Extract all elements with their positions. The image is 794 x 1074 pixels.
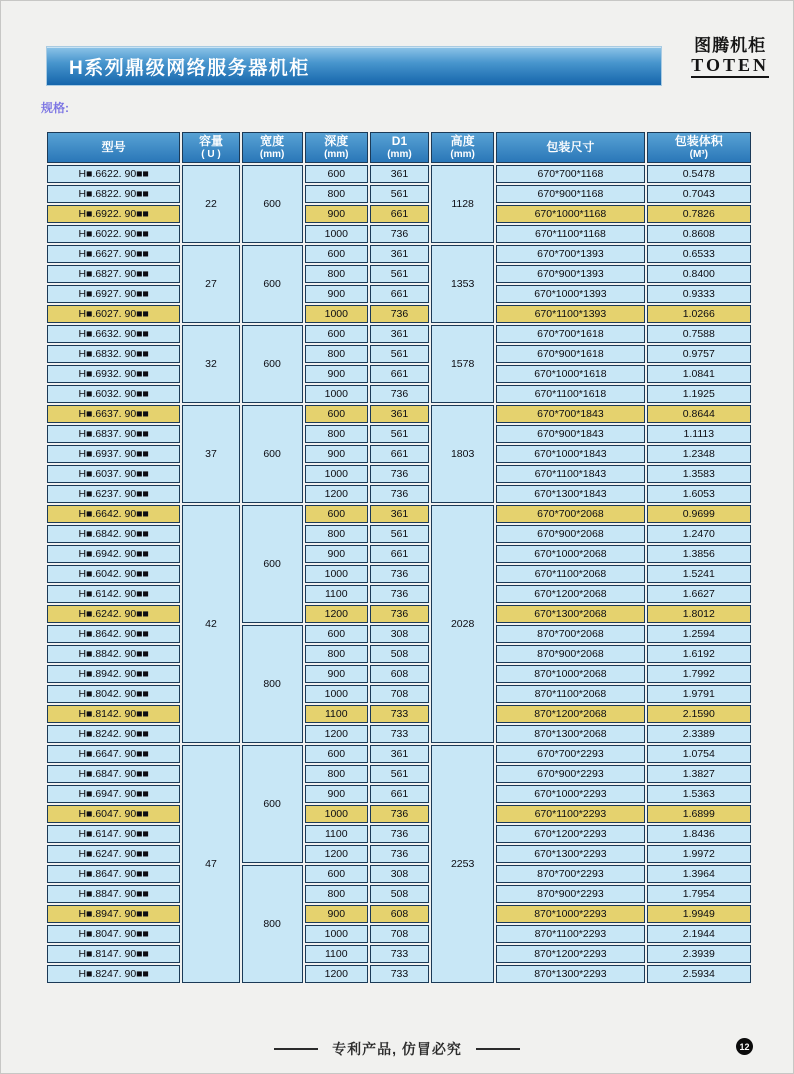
height-cell: 1128 bbox=[431, 165, 494, 243]
package-size-cell: 670*1100*2293 bbox=[496, 805, 644, 823]
package-volume-cell: 2.3389 bbox=[647, 725, 751, 743]
d1-cell: 736 bbox=[370, 385, 429, 403]
model-cell: H■.8847. 90■■ bbox=[47, 885, 180, 903]
model-cell: H■.8947. 90■■ bbox=[47, 905, 180, 923]
package-size-cell: 670*1100*1843 bbox=[496, 465, 644, 483]
spec-table-body bbox=[47, 165, 751, 983]
page-number-badge: 12 bbox=[736, 1038, 753, 1055]
depth-cell: 800 bbox=[305, 265, 368, 283]
model-cell: H■.6622. 90■■ bbox=[47, 165, 180, 183]
d1-cell: 361 bbox=[370, 405, 429, 423]
d1-cell: 308 bbox=[370, 865, 429, 883]
depth-cell: 800 bbox=[305, 765, 368, 783]
table-row bbox=[47, 285, 751, 303]
package-volume-cell: 1.6899 bbox=[647, 805, 751, 823]
capacity-cell: 37 bbox=[182, 405, 239, 503]
depth-cell: 900 bbox=[305, 545, 368, 563]
package-volume-cell: 0.6533 bbox=[647, 245, 751, 263]
package-volume-cell: 1.7992 bbox=[647, 665, 751, 683]
d1-cell: 361 bbox=[370, 505, 429, 523]
table-row bbox=[47, 825, 751, 843]
d1-cell: 661 bbox=[370, 445, 429, 463]
table-row bbox=[47, 945, 751, 963]
depth-cell: 800 bbox=[305, 425, 368, 443]
package-size-cell: 670*1000*2293 bbox=[496, 785, 644, 803]
model-cell: H■.8047. 90■■ bbox=[47, 925, 180, 943]
depth-cell: 600 bbox=[305, 165, 368, 183]
model-cell: H■.6142. 90■■ bbox=[47, 585, 180, 603]
package-size-cell: 670*1200*2293 bbox=[496, 825, 644, 843]
model-cell: H■.6032. 90■■ bbox=[47, 385, 180, 403]
package-size-cell: 670*900*1618 bbox=[496, 345, 644, 363]
package-size-cell: 670*1100*2068 bbox=[496, 565, 644, 583]
logo-english-text: TOTEN bbox=[691, 56, 769, 79]
column-header-2: 宽度 (mm) bbox=[242, 132, 303, 163]
model-cell: H■.6242. 90■■ bbox=[47, 605, 180, 623]
package-size-cell: 670*1200*2068 bbox=[496, 585, 644, 603]
table-row bbox=[47, 665, 751, 683]
depth-cell: 1000 bbox=[305, 305, 368, 323]
d1-cell: 733 bbox=[370, 725, 429, 743]
model-cell: H■.6642. 90■■ bbox=[47, 505, 180, 523]
package-size-cell: 670*700*2293 bbox=[496, 745, 644, 763]
d1-cell: 608 bbox=[370, 905, 429, 923]
package-size-cell: 670*1000*1843 bbox=[496, 445, 644, 463]
package-volume-cell: 2.5934 bbox=[647, 965, 751, 983]
footer-slogan: 专利产品, 仿冒必究 bbox=[332, 1041, 462, 1057]
package-volume-cell: 0.7588 bbox=[647, 325, 751, 343]
depth-cell: 1100 bbox=[305, 705, 368, 723]
table-row bbox=[47, 325, 751, 343]
model-cell: H■.6042. 90■■ bbox=[47, 565, 180, 583]
depth-cell: 600 bbox=[305, 505, 368, 523]
depth-cell: 800 bbox=[305, 525, 368, 543]
width-cell: 600 bbox=[242, 325, 303, 403]
package-volume-cell: 0.9757 bbox=[647, 345, 751, 363]
height-cell: 1803 bbox=[431, 405, 494, 503]
model-cell: H■.6647. 90■■ bbox=[47, 745, 180, 763]
d1-cell: 661 bbox=[370, 205, 429, 223]
capacity-cell: 32 bbox=[182, 325, 239, 403]
depth-cell: 1100 bbox=[305, 945, 368, 963]
table-row bbox=[47, 705, 751, 723]
d1-cell: 708 bbox=[370, 925, 429, 943]
height-cell: 1578 bbox=[431, 325, 494, 403]
logo-chinese-text: 图腾机柜 bbox=[694, 36, 767, 55]
depth-cell: 1100 bbox=[305, 825, 368, 843]
depth-cell: 900 bbox=[305, 205, 368, 223]
page-title: H系列鼎级网络服务器机柜 bbox=[69, 57, 310, 79]
depth-cell: 900 bbox=[305, 785, 368, 803]
model-cell: H■.6842. 90■■ bbox=[47, 525, 180, 543]
model-cell: H■.6637. 90■■ bbox=[47, 405, 180, 423]
package-volume-cell: 1.6192 bbox=[647, 645, 751, 663]
package-size-cell: 670*900*2293 bbox=[496, 765, 644, 783]
depth-cell: 1200 bbox=[305, 845, 368, 863]
package-volume-cell: 0.8400 bbox=[647, 265, 751, 283]
model-cell: H■.6037. 90■■ bbox=[47, 465, 180, 483]
model-cell: H■.6922. 90■■ bbox=[47, 205, 180, 223]
table-row bbox=[47, 345, 751, 363]
model-cell: H■.8942. 90■■ bbox=[47, 665, 180, 683]
package-volume-cell: 1.9972 bbox=[647, 845, 751, 863]
package-volume-cell: 1.8012 bbox=[647, 605, 751, 623]
package-volume-cell: 2.1590 bbox=[647, 705, 751, 723]
page-title-bar bbox=[46, 46, 662, 86]
model-cell: H■.6937. 90■■ bbox=[47, 445, 180, 463]
depth-cell: 1000 bbox=[305, 565, 368, 583]
depth-cell: 600 bbox=[305, 245, 368, 263]
package-volume-cell: 1.3827 bbox=[647, 765, 751, 783]
d1-cell: 508 bbox=[370, 885, 429, 903]
package-volume-cell: 1.8436 bbox=[647, 825, 751, 843]
column-header-4: D1 (mm) bbox=[370, 132, 429, 163]
d1-cell: 361 bbox=[370, 245, 429, 263]
column-header-1: 容量 ( U ) bbox=[182, 132, 239, 163]
package-size-cell: 670*700*2068 bbox=[496, 505, 644, 523]
model-cell: H■.6147. 90■■ bbox=[47, 825, 180, 843]
d1-cell: 361 bbox=[370, 325, 429, 343]
package-size-cell: 670*1000*1168 bbox=[496, 205, 644, 223]
model-cell: H■.6047. 90■■ bbox=[47, 805, 180, 823]
spec-table bbox=[45, 130, 753, 985]
d1-cell: 308 bbox=[370, 625, 429, 643]
package-volume-cell: 1.3856 bbox=[647, 545, 751, 563]
package-size-cell: 870*1300*2293 bbox=[496, 965, 644, 983]
package-volume-cell: 0.8608 bbox=[647, 225, 751, 243]
depth-cell: 900 bbox=[305, 665, 368, 683]
model-cell: H■.6942. 90■■ bbox=[47, 545, 180, 563]
depth-cell: 900 bbox=[305, 285, 368, 303]
depth-cell: 600 bbox=[305, 625, 368, 643]
package-volume-cell: 1.2470 bbox=[647, 525, 751, 543]
d1-cell: 736 bbox=[370, 825, 429, 843]
table-row bbox=[47, 265, 751, 283]
package-size-cell: 870*900*2068 bbox=[496, 645, 644, 663]
package-volume-cell: 1.3583 bbox=[647, 465, 751, 483]
model-cell: H■.6927. 90■■ bbox=[47, 285, 180, 303]
d1-cell: 736 bbox=[370, 305, 429, 323]
package-size-cell: 870*1100*2068 bbox=[496, 685, 644, 703]
model-cell: H■.6822. 90■■ bbox=[47, 185, 180, 203]
table-row bbox=[47, 905, 751, 923]
d1-cell: 561 bbox=[370, 765, 429, 783]
depth-cell: 1000 bbox=[305, 805, 368, 823]
width-cell: 600 bbox=[242, 405, 303, 503]
table-row bbox=[47, 725, 751, 743]
package-volume-cell: 1.0841 bbox=[647, 365, 751, 383]
table-row bbox=[47, 225, 751, 243]
package-size-cell: 670*1100*1168 bbox=[496, 225, 644, 243]
package-size-cell: 870*700*2068 bbox=[496, 625, 644, 643]
depth-cell: 600 bbox=[305, 745, 368, 763]
package-volume-cell: 2.3939 bbox=[647, 945, 751, 963]
table-row bbox=[47, 165, 751, 183]
table-row bbox=[47, 365, 751, 383]
capacity-cell: 42 bbox=[182, 505, 239, 743]
d1-cell: 561 bbox=[370, 345, 429, 363]
table-row bbox=[47, 965, 751, 983]
model-cell: H■.6832. 90■■ bbox=[47, 345, 180, 363]
table-row bbox=[47, 925, 751, 943]
d1-cell: 661 bbox=[370, 365, 429, 383]
package-size-cell: 670*1300*1843 bbox=[496, 485, 644, 503]
model-cell: H■.6627. 90■■ bbox=[47, 245, 180, 263]
table-row bbox=[47, 245, 751, 263]
package-volume-cell: 1.9949 bbox=[647, 905, 751, 923]
d1-cell: 508 bbox=[370, 645, 429, 663]
model-cell: H■.6847. 90■■ bbox=[47, 765, 180, 783]
table-row bbox=[47, 445, 751, 463]
model-cell: H■.8042. 90■■ bbox=[47, 685, 180, 703]
d1-cell: 561 bbox=[370, 425, 429, 443]
table-row bbox=[47, 505, 751, 523]
depth-cell: 1000 bbox=[305, 385, 368, 403]
package-volume-cell: 1.1113 bbox=[647, 425, 751, 443]
model-cell: H■.8242. 90■■ bbox=[47, 725, 180, 743]
table-row bbox=[47, 765, 751, 783]
toten-logo bbox=[691, 37, 769, 78]
d1-cell: 733 bbox=[370, 965, 429, 983]
package-volume-cell: 0.7826 bbox=[647, 205, 751, 223]
model-cell: H■.6022. 90■■ bbox=[47, 225, 180, 243]
capacity-cell: 27 bbox=[182, 245, 239, 323]
model-cell: H■.8147. 90■■ bbox=[47, 945, 180, 963]
footer-left-dash bbox=[274, 1048, 318, 1050]
table-row bbox=[47, 885, 751, 903]
depth-cell: 800 bbox=[305, 645, 368, 663]
d1-cell: 733 bbox=[370, 705, 429, 723]
table-row bbox=[47, 525, 751, 543]
table-row bbox=[47, 585, 751, 603]
package-volume-cell: 0.9699 bbox=[647, 505, 751, 523]
table-row bbox=[47, 185, 751, 203]
height-cell: 2028 bbox=[431, 505, 494, 743]
column-header-6: 包装尺寸 bbox=[496, 132, 644, 163]
width-cell: 600 bbox=[242, 245, 303, 323]
d1-cell: 361 bbox=[370, 745, 429, 763]
table-row bbox=[47, 805, 751, 823]
d1-cell: 661 bbox=[370, 285, 429, 303]
package-size-cell: 670*900*1168 bbox=[496, 185, 644, 203]
table-row bbox=[47, 645, 751, 663]
d1-cell: 736 bbox=[370, 605, 429, 623]
depth-cell: 800 bbox=[305, 885, 368, 903]
depth-cell: 1200 bbox=[305, 485, 368, 503]
depth-cell: 1200 bbox=[305, 605, 368, 623]
table-row bbox=[47, 205, 751, 223]
d1-cell: 736 bbox=[370, 485, 429, 503]
table-row bbox=[47, 405, 751, 423]
column-header-5: 高度 (mm) bbox=[431, 132, 494, 163]
model-cell: H■.6947. 90■■ bbox=[47, 785, 180, 803]
table-row bbox=[47, 425, 751, 443]
d1-cell: 661 bbox=[370, 545, 429, 563]
package-size-cell: 670*900*2068 bbox=[496, 525, 644, 543]
table-row bbox=[47, 545, 751, 563]
height-cell: 1353 bbox=[431, 245, 494, 323]
package-size-cell: 670*1000*1618 bbox=[496, 365, 644, 383]
package-volume-cell: 1.6053 bbox=[647, 485, 751, 503]
d1-cell: 608 bbox=[370, 665, 429, 683]
model-cell: H■.8647. 90■■ bbox=[47, 865, 180, 883]
depth-cell: 1200 bbox=[305, 965, 368, 983]
package-volume-cell: 1.0266 bbox=[647, 305, 751, 323]
package-size-cell: 870*1100*2293 bbox=[496, 925, 644, 943]
package-size-cell: 670*900*1843 bbox=[496, 425, 644, 443]
depth-cell: 1000 bbox=[305, 685, 368, 703]
depth-cell: 1000 bbox=[305, 465, 368, 483]
package-volume-cell: 1.6627 bbox=[647, 585, 751, 603]
package-size-cell: 670*900*1393 bbox=[496, 265, 644, 283]
package-volume-cell: 2.1944 bbox=[647, 925, 751, 943]
package-volume-cell: 0.5478 bbox=[647, 165, 751, 183]
depth-cell: 800 bbox=[305, 345, 368, 363]
package-size-cell: 670*1100*1618 bbox=[496, 385, 644, 403]
table-row bbox=[47, 565, 751, 583]
d1-cell: 708 bbox=[370, 685, 429, 703]
model-cell: H■.6237. 90■■ bbox=[47, 485, 180, 503]
capacity-cell: 22 bbox=[182, 165, 239, 243]
model-cell: H■.6932. 90■■ bbox=[47, 365, 180, 383]
d1-cell: 736 bbox=[370, 465, 429, 483]
d1-cell: 733 bbox=[370, 945, 429, 963]
package-volume-cell: 1.3964 bbox=[647, 865, 751, 883]
model-cell: H■.6827. 90■■ bbox=[47, 265, 180, 283]
table-row bbox=[47, 625, 751, 643]
package-size-cell: 870*700*2293 bbox=[496, 865, 644, 883]
package-size-cell: 670*700*1168 bbox=[496, 165, 644, 183]
package-size-cell: 670*1000*2068 bbox=[496, 545, 644, 563]
d1-cell: 561 bbox=[370, 525, 429, 543]
table-row bbox=[47, 465, 751, 483]
table-row bbox=[47, 845, 751, 863]
package-volume-cell: 1.9791 bbox=[647, 685, 751, 703]
width-cell: 600 bbox=[242, 745, 303, 863]
depth-cell: 1200 bbox=[305, 725, 368, 743]
depth-cell: 600 bbox=[305, 325, 368, 343]
model-cell: H■.8842. 90■■ bbox=[47, 645, 180, 663]
depth-cell: 600 bbox=[305, 405, 368, 423]
model-cell: H■.6632. 90■■ bbox=[47, 325, 180, 343]
d1-cell: 561 bbox=[370, 265, 429, 283]
model-cell: H■.6837. 90■■ bbox=[47, 425, 180, 443]
page-footer bbox=[1, 1039, 793, 1059]
d1-cell: 661 bbox=[370, 785, 429, 803]
depth-cell: 900 bbox=[305, 905, 368, 923]
column-header-0: 型号 bbox=[47, 132, 180, 163]
package-volume-cell: 1.2348 bbox=[647, 445, 751, 463]
package-size-cell: 870*1200*2068 bbox=[496, 705, 644, 723]
table-row bbox=[47, 385, 751, 403]
package-volume-cell: 0.8644 bbox=[647, 405, 751, 423]
table-row bbox=[47, 605, 751, 623]
package-volume-cell: 1.0754 bbox=[647, 745, 751, 763]
package-size-cell: 670*1100*1393 bbox=[496, 305, 644, 323]
d1-cell: 736 bbox=[370, 585, 429, 603]
spec-section-label: 规格: bbox=[41, 101, 69, 115]
width-cell: 800 bbox=[242, 865, 303, 983]
package-size-cell: 870*1000*2293 bbox=[496, 905, 644, 923]
package-size-cell: 870*900*2293 bbox=[496, 885, 644, 903]
depth-cell: 1000 bbox=[305, 925, 368, 943]
d1-cell: 736 bbox=[370, 845, 429, 863]
package-volume-cell: 1.1925 bbox=[647, 385, 751, 403]
package-size-cell: 670*700*1843 bbox=[496, 405, 644, 423]
depth-cell: 1000 bbox=[305, 225, 368, 243]
table-row bbox=[47, 745, 751, 763]
depth-cell: 800 bbox=[305, 185, 368, 203]
package-volume-cell: 1.2594 bbox=[647, 625, 751, 643]
package-size-cell: 670*700*1393 bbox=[496, 245, 644, 263]
column-header-7: 包装体积 (M³) bbox=[647, 132, 751, 163]
package-volume-cell: 0.7043 bbox=[647, 185, 751, 203]
package-volume-cell: 1.5241 bbox=[647, 565, 751, 583]
model-cell: H■.8247. 90■■ bbox=[47, 965, 180, 983]
width-cell: 600 bbox=[242, 165, 303, 243]
height-cell: 2253 bbox=[431, 745, 494, 983]
depth-cell: 900 bbox=[305, 445, 368, 463]
spec-table-header-row bbox=[47, 132, 751, 163]
package-size-cell: 670*700*1618 bbox=[496, 325, 644, 343]
d1-cell: 736 bbox=[370, 805, 429, 823]
package-volume-cell: 0.9333 bbox=[647, 285, 751, 303]
package-volume-cell: 1.7954 bbox=[647, 885, 751, 903]
package-size-cell: 670*1300*2068 bbox=[496, 605, 644, 623]
package-size-cell: 870*1200*2293 bbox=[496, 945, 644, 963]
depth-cell: 900 bbox=[305, 365, 368, 383]
package-size-cell: 870*1300*2068 bbox=[496, 725, 644, 743]
package-size-cell: 670*1000*1393 bbox=[496, 285, 644, 303]
depth-cell: 1100 bbox=[305, 585, 368, 603]
table-row bbox=[47, 485, 751, 503]
d1-cell: 736 bbox=[370, 225, 429, 243]
width-cell: 800 bbox=[242, 625, 303, 743]
package-size-cell: 670*1300*2293 bbox=[496, 845, 644, 863]
column-header-3: 深度 (mm) bbox=[305, 132, 368, 163]
table-row bbox=[47, 785, 751, 803]
model-cell: H■.8142. 90■■ bbox=[47, 705, 180, 723]
capacity-cell: 47 bbox=[182, 745, 239, 983]
footer-right-dash bbox=[476, 1048, 520, 1050]
package-size-cell: 870*1000*2068 bbox=[496, 665, 644, 683]
d1-cell: 736 bbox=[370, 565, 429, 583]
width-cell: 600 bbox=[242, 505, 303, 623]
d1-cell: 561 bbox=[370, 185, 429, 203]
d1-cell: 361 bbox=[370, 165, 429, 183]
depth-cell: 600 bbox=[305, 865, 368, 883]
table-row bbox=[47, 685, 751, 703]
model-cell: H■.8642. 90■■ bbox=[47, 625, 180, 643]
table-row bbox=[47, 865, 751, 883]
table-row bbox=[47, 305, 751, 323]
model-cell: H■.6247. 90■■ bbox=[47, 845, 180, 863]
model-cell: H■.6027. 90■■ bbox=[47, 305, 180, 323]
package-volume-cell: 1.5363 bbox=[647, 785, 751, 803]
